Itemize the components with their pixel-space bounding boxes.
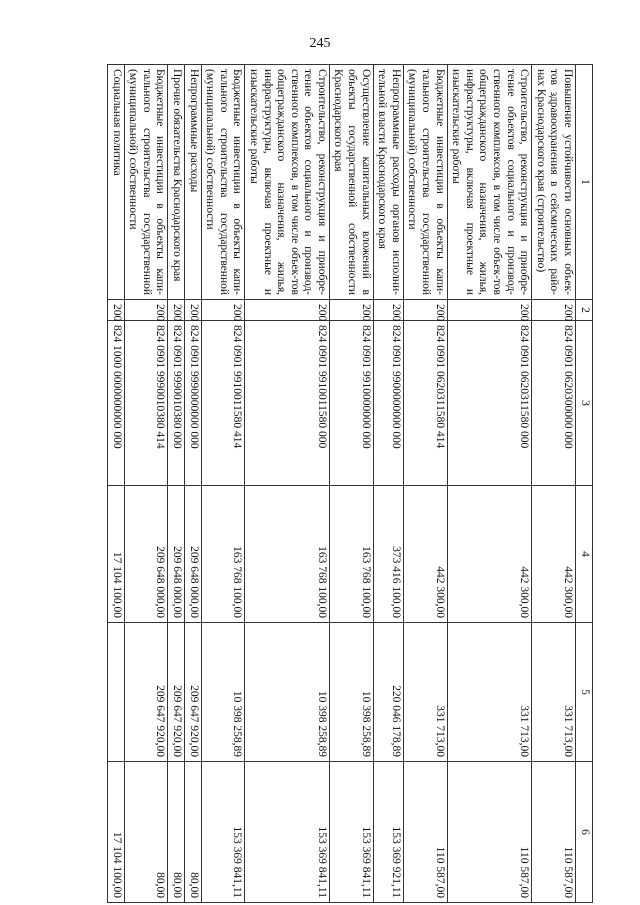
row-name-cell: Непрограммные расходы — [184, 65, 201, 300]
row-remaining-cell: 17 104 100,00 — [108, 762, 125, 903]
row-plan-cell: 209 648 000,00 — [168, 486, 185, 623]
table-row — [403, 65, 447, 903]
table-row — [532, 65, 576, 903]
table-row — [245, 65, 330, 903]
row-remaining-cell: 153 369 841,11 — [329, 762, 373, 903]
table-row — [124, 65, 168, 903]
row-remaining-cell: 110 587,00 — [532, 762, 576, 903]
row-remaining-cell: 80,00 — [168, 762, 185, 903]
table-row — [373, 65, 403, 903]
row-code-cell: 200 — [168, 300, 185, 321]
header-cell: 4 — [576, 486, 593, 623]
row-executed-cell: 220 046 178,89 — [373, 623, 403, 762]
row-kbk-cell: 824 0901 0620311580 414 — [403, 321, 447, 486]
row-executed-cell: 10 398 258,89 — [201, 623, 245, 762]
header-cell: 3 — [576, 321, 593, 486]
row-plan-cell: 209 648 000,00 — [124, 486, 168, 623]
row-remaining-cell: 153 369 841,11 — [201, 762, 245, 903]
row-executed-cell: 331 713,00 — [403, 623, 447, 762]
row-name-cell: Повышение устойчивости основных объек-тов здравоохранения в сейсмических райо-нах Краснодарского края (строительство) — [532, 65, 576, 300]
table-row — [201, 65, 245, 903]
row-code-cell: 200 — [329, 300, 373, 321]
row-plan-cell: 373 416 100,00 — [373, 486, 403, 623]
row-plan-cell: 442 300,00 — [403, 486, 447, 623]
row-kbk-cell: 824 0901 9910011580 414 — [201, 321, 245, 486]
row-code-cell: 200 — [447, 300, 532, 321]
table-row — [447, 65, 532, 903]
header-cell: 5 — [576, 623, 593, 762]
row-name-cell: Строительство, реконструкция и приобре-тение объектов социального и производ-ственного комплексов, в том числе объек-тов общегражданского назначения, жилья, инфраструктуры, включая проектные и изыскательские работы — [447, 65, 532, 300]
table-row — [329, 65, 373, 903]
budget-table-body — [108, 65, 593, 903]
row-kbk-cell: 824 0901 9990000000 000 — [184, 321, 201, 486]
row-code-cell: 200 — [201, 300, 245, 321]
header-cell: 6 — [576, 762, 593, 903]
row-plan-cell: 17 104 100,00 — [108, 486, 125, 623]
row-kbk-cell: 824 0901 9910011580 000 — [245, 321, 330, 486]
table-row — [184, 65, 201, 903]
row-name-cell: Осуществление капитальных вложений в объекты государственной собственности Краснодарского края — [329, 65, 373, 300]
row-name-cell: Прочие обязательства Краснодарского края — [168, 65, 185, 300]
row-remaining-cell: 80,00 — [184, 762, 201, 903]
row-kbk-cell: 824 1000 0000000000 000 — [108, 321, 125, 486]
row-plan-cell: 163 768 100,00 — [245, 486, 330, 623]
row-plan-cell: 209 648 000,00 — [184, 486, 201, 623]
table-row — [168, 65, 185, 903]
row-kbk-cell: 824 0901 9990010380 414 — [124, 321, 168, 486]
row-kbk-cell: 824 0901 9990010380 000 — [168, 321, 185, 486]
row-name-cell: Бюджетные инвестиции в объекты капи-тального строительства государственной (муниципальной) собственности — [124, 65, 168, 300]
row-kbk-cell: 824 0901 9910000000 000 — [329, 321, 373, 486]
row-name-cell: Непрограммные расходы органов исполни-тельной власти Краснодарского края — [373, 65, 403, 300]
row-name-cell: Социальная политика — [108, 65, 125, 300]
row-executed-cell: 10 398 258,89 — [329, 623, 373, 762]
header-cell: 1 — [576, 65, 593, 300]
row-remaining-cell: 110 587,00 — [403, 762, 447, 903]
budget-table — [107, 64, 593, 903]
row-code-cell: 200 — [532, 300, 576, 321]
row-remaining-cell: 110 587,00 — [447, 762, 532, 903]
row-kbk-cell: 824 0901 9900000000 000 — [373, 321, 403, 486]
row-plan-cell: 163 768 100,00 — [201, 486, 245, 623]
row-code-cell: 200 — [403, 300, 447, 321]
row-plan-cell: 442 300,00 — [447, 486, 532, 623]
row-remaining-cell: 80,00 — [124, 762, 168, 903]
table-row — [108, 65, 125, 903]
row-name-cell: Строительство, реконструкция и приобре-тение объектов социального и производ-ственного комплексов, в том числе объек-тов общегражданского назначения, жилья, инфраструктуры, включая проектные и изыскательские работы — [245, 65, 330, 300]
header-row — [576, 65, 593, 903]
row-plan-cell: 163 768 100,00 — [329, 486, 373, 623]
row-executed-cell: 331 713,00 — [532, 623, 576, 762]
row-executed-cell: 209 647 920,00 — [124, 623, 168, 762]
rotated-table-container — [110, 64, 593, 902]
page-number: 245 — [309, 36, 331, 51]
row-name-cell: Бюджетные инвестиции в объекты капи-тального строительства государственной (муниципальной) собственности — [201, 65, 245, 300]
header-cell: 2 — [576, 300, 593, 321]
row-code-cell: 200 — [124, 300, 168, 321]
row-code-cell: 200 — [245, 300, 330, 321]
row-remaining-cell: 153 369 921,11 — [373, 762, 403, 903]
row-executed-cell: 209 647 920,00 — [168, 623, 185, 762]
row-executed-cell: 209 647 920,00 — [184, 623, 201, 762]
row-executed-cell: 331 713,00 — [447, 623, 532, 762]
row-name-cell: Бюджетные инвестиции в объекты капи-тального строительства государственной (муниципальной) собственности — [403, 65, 447, 300]
row-kbk-cell: 824 0901 0620300000 000 — [532, 321, 576, 486]
row-kbk-cell: 824 0901 0620311580 000 — [447, 321, 532, 486]
row-plan-cell: 442 300,00 — [532, 486, 576, 623]
row-remaining-cell: 153 369 841,11 — [245, 762, 330, 903]
row-code-cell: 200 — [108, 300, 125, 321]
row-code-cell: 200 — [373, 300, 403, 321]
row-executed-cell — [108, 623, 125, 762]
row-executed-cell: 10 398 258,89 — [245, 623, 330, 762]
row-code-cell: 200 — [184, 300, 201, 321]
